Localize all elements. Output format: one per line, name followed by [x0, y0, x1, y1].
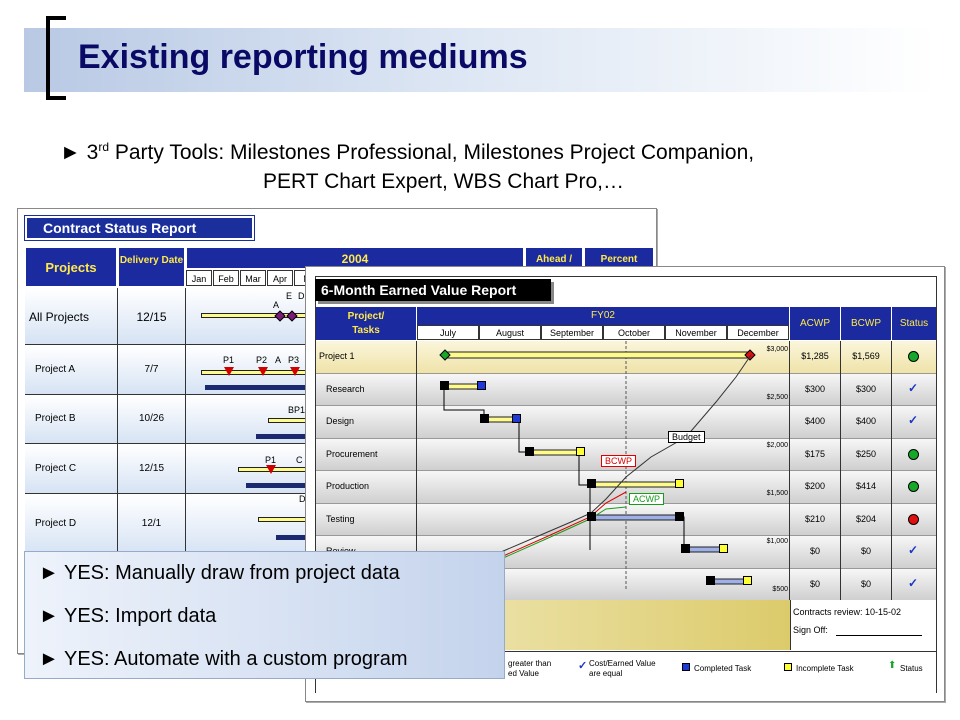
- ev-row-name: Research: [326, 383, 365, 394]
- ev-row-bcwp: $250: [855, 448, 877, 459]
- legend-incomplete-icon: [784, 663, 792, 671]
- ev-row-acwp: $0: [809, 546, 820, 556]
- ev-axis-tick: $500: [772, 586, 788, 593]
- mark-c: C: [296, 455, 303, 465]
- task-start-square-icon: [587, 512, 596, 521]
- month-header: Mar: [240, 270, 266, 286]
- mark-bp1: BP1: [288, 405, 306, 415]
- milestone-triangle-icon: [224, 367, 234, 376]
- ev-axis-tick: $2,500: [766, 394, 788, 401]
- ev-month-header: September: [541, 325, 603, 340]
- mark-p3: P3: [288, 355, 300, 365]
- completed-task-square-icon: [512, 414, 521, 423]
- legend-completed-icon: [682, 663, 690, 671]
- task-start-square-icon: [587, 479, 596, 488]
- legend-check-icon: ✓: [578, 660, 588, 672]
- task-start-square-icon: [681, 544, 690, 553]
- contract-row-date: 12/1: [141, 518, 162, 529]
- contract-row-name: All Projects: [29, 309, 90, 324]
- legend-equal-1: Cost/Earned Value: [589, 659, 656, 668]
- bcwp-label: BCWP: [601, 455, 636, 467]
- status-check-icon: ✓: [908, 543, 919, 557]
- month-header: Jan: [186, 270, 212, 286]
- col-projects: Projects: [25, 247, 117, 287]
- legend-completed: Completed Task: [694, 664, 752, 673]
- milestone-triangle-icon: [290, 367, 300, 376]
- ev-row-bcwp: $0: [860, 578, 871, 589]
- callout-item-1: [39, 562, 400, 585]
- production-bar: [592, 482, 680, 487]
- mark-e: E: [286, 291, 293, 301]
- incomplete-task-square-icon: [675, 479, 684, 488]
- ev-row-acwp: $400: [804, 416, 826, 426]
- legend-status-arrow-icon: ⬆: [888, 660, 897, 671]
- callout-item-3-text: YES: Automate with a custom program: [64, 648, 408, 670]
- contract-row-date: 12/15: [136, 309, 167, 324]
- title-bracket-icon: [46, 16, 66, 100]
- ev-month-header: November: [665, 325, 727, 340]
- contract-row-date: 12/15: [138, 462, 165, 474]
- incomplete-task-square-icon: [743, 576, 752, 585]
- contract-row-name: Project C: [35, 462, 77, 474]
- ev-row-acwp: $175: [804, 448, 826, 459]
- ev-col-status: Status: [892, 307, 936, 340]
- month-header: Feb: [213, 270, 239, 286]
- sign-off-line: [836, 635, 922, 636]
- bullet-text-line-2: PERT Chart Expert, WBS Chart Pro,…: [263, 170, 624, 193]
- ev-row-name: Project 1: [319, 351, 355, 361]
- ev-axis-tick: $2,000: [766, 442, 788, 449]
- callout-item-2: [39, 605, 216, 628]
- ev-row-bcwp: $300: [855, 383, 877, 394]
- callout-item-2-text: YES: Import data: [64, 605, 217, 627]
- bullet-marker-icon: ►: [60, 141, 81, 164]
- mark-p1-c: P1: [265, 455, 277, 465]
- procurement-bar: [530, 450, 582, 455]
- bullet-text-line-1: Party Tools: Milestones Professional, Milestones Project Companion,: [114, 141, 755, 164]
- callout-bullet-icon: ►: [39, 648, 59, 670]
- col-ahead: Ahead /: [525, 247, 583, 287]
- ev-row-acwp: $300: [804, 383, 826, 394]
- ev-axis-tick: $3,000: [766, 346, 788, 353]
- ev-row-bcwp: $204: [855, 513, 877, 524]
- project-1-bar: [446, 352, 751, 358]
- callout-item-3: [39, 648, 408, 671]
- ev-row-bcwp: $400: [855, 416, 877, 426]
- mark-p1: P1: [223, 355, 235, 365]
- ev-row-bcwp: $414: [855, 481, 877, 491]
- ev-axis-tick: $1,000: [766, 538, 788, 545]
- bullet-prefix-superscript: rd: [98, 140, 109, 154]
- completed-task-square-icon: [477, 381, 486, 390]
- ev-row-name: Testing: [326, 513, 355, 524]
- contract-col-divider: [185, 288, 186, 555]
- ev-row-name: Design: [326, 416, 355, 426]
- ev-report-title: 6-Month Earned Value Report: [315, 279, 551, 301]
- month-header: Apr: [267, 270, 293, 286]
- ev-row-acwp: $200: [804, 481, 826, 491]
- project-a-baseline: [205, 385, 316, 390]
- legend-equal-2: are equal: [589, 669, 623, 678]
- incomplete-task-square-icon: [576, 447, 585, 456]
- ev-axis-tick: $1,500: [766, 490, 788, 497]
- task-start-square-icon: [480, 414, 489, 423]
- milestone-triangle-icon: [258, 367, 268, 376]
- testing-bar: [592, 515, 680, 520]
- acwp-label: ACWP: [629, 493, 664, 505]
- budget-label: Budget: [668, 431, 705, 443]
- ev-row-acwp: $0: [809, 578, 820, 589]
- contracts-review: Contracts review: 10-15-02: [793, 607, 902, 617]
- contract-row-name: Project D: [35, 518, 77, 529]
- bullet-prefix-number: 3: [86, 141, 99, 164]
- col-year: 2004: [186, 247, 524, 269]
- legend-incomplete: Incomplete Task: [796, 664, 854, 673]
- callout-item-1-text: YES: Manually draw from project data: [64, 562, 400, 584]
- contract-row-date: 10/26: [138, 413, 165, 424]
- ev-col-bcwp: BCWP: [841, 307, 891, 340]
- mark-d2: D: [299, 494, 306, 504]
- ev-month-header: December: [727, 325, 789, 340]
- legend-value: ed Value: [508, 669, 539, 678]
- ev-row-acwp: $210: [804, 513, 826, 524]
- bullet-line-1: [60, 140, 754, 165]
- contract-row-name: Project A: [35, 363, 76, 375]
- callout-bullet-icon: ►: [39, 605, 59, 627]
- mark-p2: P2: [256, 355, 268, 365]
- mark-a: A: [273, 300, 280, 310]
- mark-d: D: [298, 291, 305, 301]
- ev-row-acwp: $1,285: [801, 351, 829, 361]
- ev-col-acwp: ACWP: [790, 307, 840, 340]
- status-check-icon: ✓: [908, 413, 919, 427]
- slide-title: Existing reporting mediums: [78, 38, 528, 76]
- ev-row-bcwp: $1,569: [852, 351, 880, 361]
- status-check-icon: ✓: [908, 575, 919, 590]
- task-end-square-icon: [675, 512, 684, 521]
- status-check-icon: ✓: [908, 380, 919, 395]
- ev-row-name: Procurement: [326, 448, 378, 459]
- sign-off-label: Sign Off:: [793, 625, 828, 635]
- all-projects-bar: [201, 313, 316, 318]
- legend-status: Status: [900, 664, 923, 673]
- ev-month-header: August: [479, 325, 541, 340]
- callout-box: [24, 551, 505, 679]
- ev-col-project-line1: Project/: [347, 311, 385, 322]
- task-start-square-icon: [706, 576, 715, 585]
- mark-a2: A: [275, 355, 282, 365]
- ev-col-project-line2: Tasks: [352, 325, 380, 336]
- ev-month-header: July: [417, 325, 479, 340]
- bcwp-curve: [501, 492, 626, 557]
- callout-bullet-icon: ►: [39, 562, 59, 584]
- contract-row-name: Project B: [35, 413, 76, 424]
- task-start-square-icon: [525, 447, 534, 456]
- col-percent: Percent: [584, 247, 654, 287]
- ev-row-bcwp: $0: [860, 546, 871, 556]
- contract-row-date: 7/7: [144, 363, 159, 375]
- col-delivery-date: Delivery Date: [118, 247, 185, 287]
- dependency-lines: [444, 385, 590, 550]
- incomplete-task-square-icon: [719, 544, 728, 553]
- ev-row-name: Production: [326, 481, 370, 491]
- ev-month-header: October: [603, 325, 665, 340]
- legend-greater: greater than: [508, 659, 552, 668]
- milestone-triangle-icon: [266, 465, 276, 474]
- contract-col-divider: [117, 288, 118, 555]
- ev-col-fy: FY02: [417, 307, 789, 325]
- contract-report-title: Contract Status Report: [25, 216, 254, 240]
- task-start-square-icon: [440, 381, 449, 390]
